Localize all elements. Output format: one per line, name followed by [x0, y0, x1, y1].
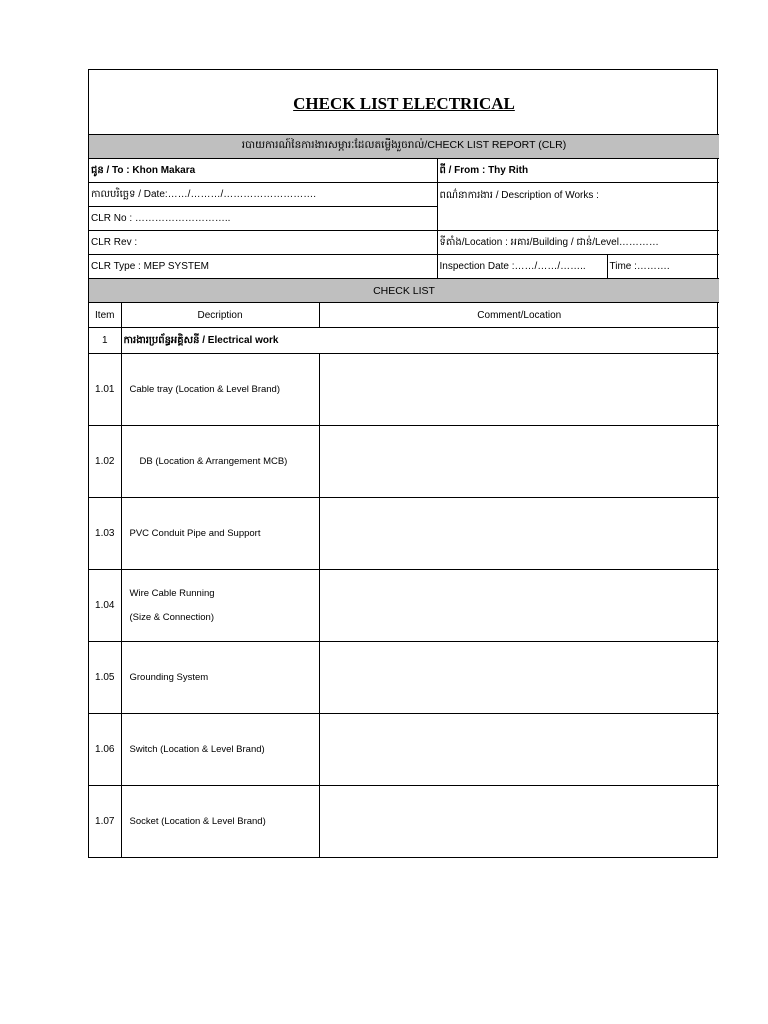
location-field[interactable]: ទីតាំង/Location : អគារ/Building / ជាន់/Level………… [437, 231, 719, 255]
item-comment-cell[interactable] [319, 642, 719, 714]
item-comment-cell[interactable] [319, 498, 719, 570]
clr-type-field[interactable]: CLR Type : MEP SYSTEM [89, 255, 437, 279]
table-row [89, 570, 719, 642]
clr-no-field[interactable]: CLR No : ……………………….. [89, 207, 437, 231]
table-row [89, 426, 719, 498]
report-header: របាយការណ៍នៃការងារសម្ភារៈដែលតម្លើងរួចរាល់/CHECK LIST REPORT (CLR) [89, 135, 719, 159]
item-comment-cell[interactable] [319, 354, 719, 426]
item-comment-cell[interactable] [319, 570, 719, 642]
table-row [89, 354, 719, 426]
item-comment-cell[interactable] [319, 714, 719, 786]
item-number: 1.03 [89, 498, 121, 570]
table-row [89, 786, 719, 858]
description-of-works-field[interactable]: ពណ៌នាការងារ / Description of Works : [437, 183, 719, 231]
page-title: CHECK LIST ELECTRICAL [293, 94, 515, 113]
item-comment-cell[interactable] [319, 786, 719, 858]
table-row [89, 642, 719, 714]
section-title: ការងារប្រព័ន្ធអគ្គិសនី / Electrical work [121, 328, 719, 354]
section-number: 1 [89, 328, 121, 354]
item-number: 1.04 [89, 570, 121, 642]
item-description: Cable tray (Location & Level Brand) [121, 354, 319, 426]
column-header-description: Decription [121, 303, 319, 328]
item-description: Socket (Location & Level Brand) [121, 786, 319, 858]
to-field[interactable]: ជូន / To : Khon Makara [89, 159, 437, 183]
table-row [89, 498, 719, 570]
item-number: 1.07 [89, 786, 121, 858]
column-header-item: Item [89, 303, 121, 328]
item-number: 1.02 [89, 426, 121, 498]
section-row [89, 328, 719, 354]
item-number: 1.06 [89, 714, 121, 786]
checklist-form [88, 69, 718, 858]
table-row [89, 714, 719, 786]
item-comment-cell[interactable] [319, 426, 719, 498]
form-table [89, 70, 719, 857]
item-description: DB (Location & Arrangement MCB) [121, 426, 319, 498]
from-field[interactable]: ពី / From : Thy Rith [437, 159, 719, 183]
inspection-date-field[interactable]: Inspection Date :……/……/…….. [437, 255, 607, 279]
item-number: 1.01 [89, 354, 121, 426]
checklist-header: CHECK LIST [89, 279, 719, 303]
item-description: PVC Conduit Pipe and Support [121, 498, 319, 570]
item-number: 1.05 [89, 642, 121, 714]
item-description: Grounding System [121, 642, 319, 714]
item-description: Wire Cable Running (Size & Connection) [121, 570, 319, 642]
title-cell [89, 70, 719, 135]
time-field[interactable]: Time :………. [607, 255, 719, 279]
column-header-comment: Comment/Location [319, 303, 719, 328]
date-field[interactable]: កាលបរិច្ឆេទ / Date:……/………/………………………. [89, 183, 437, 207]
item-description: Switch (Location & Level Brand) [121, 714, 319, 786]
clr-rev-field[interactable]: CLR Rev : [89, 231, 437, 255]
